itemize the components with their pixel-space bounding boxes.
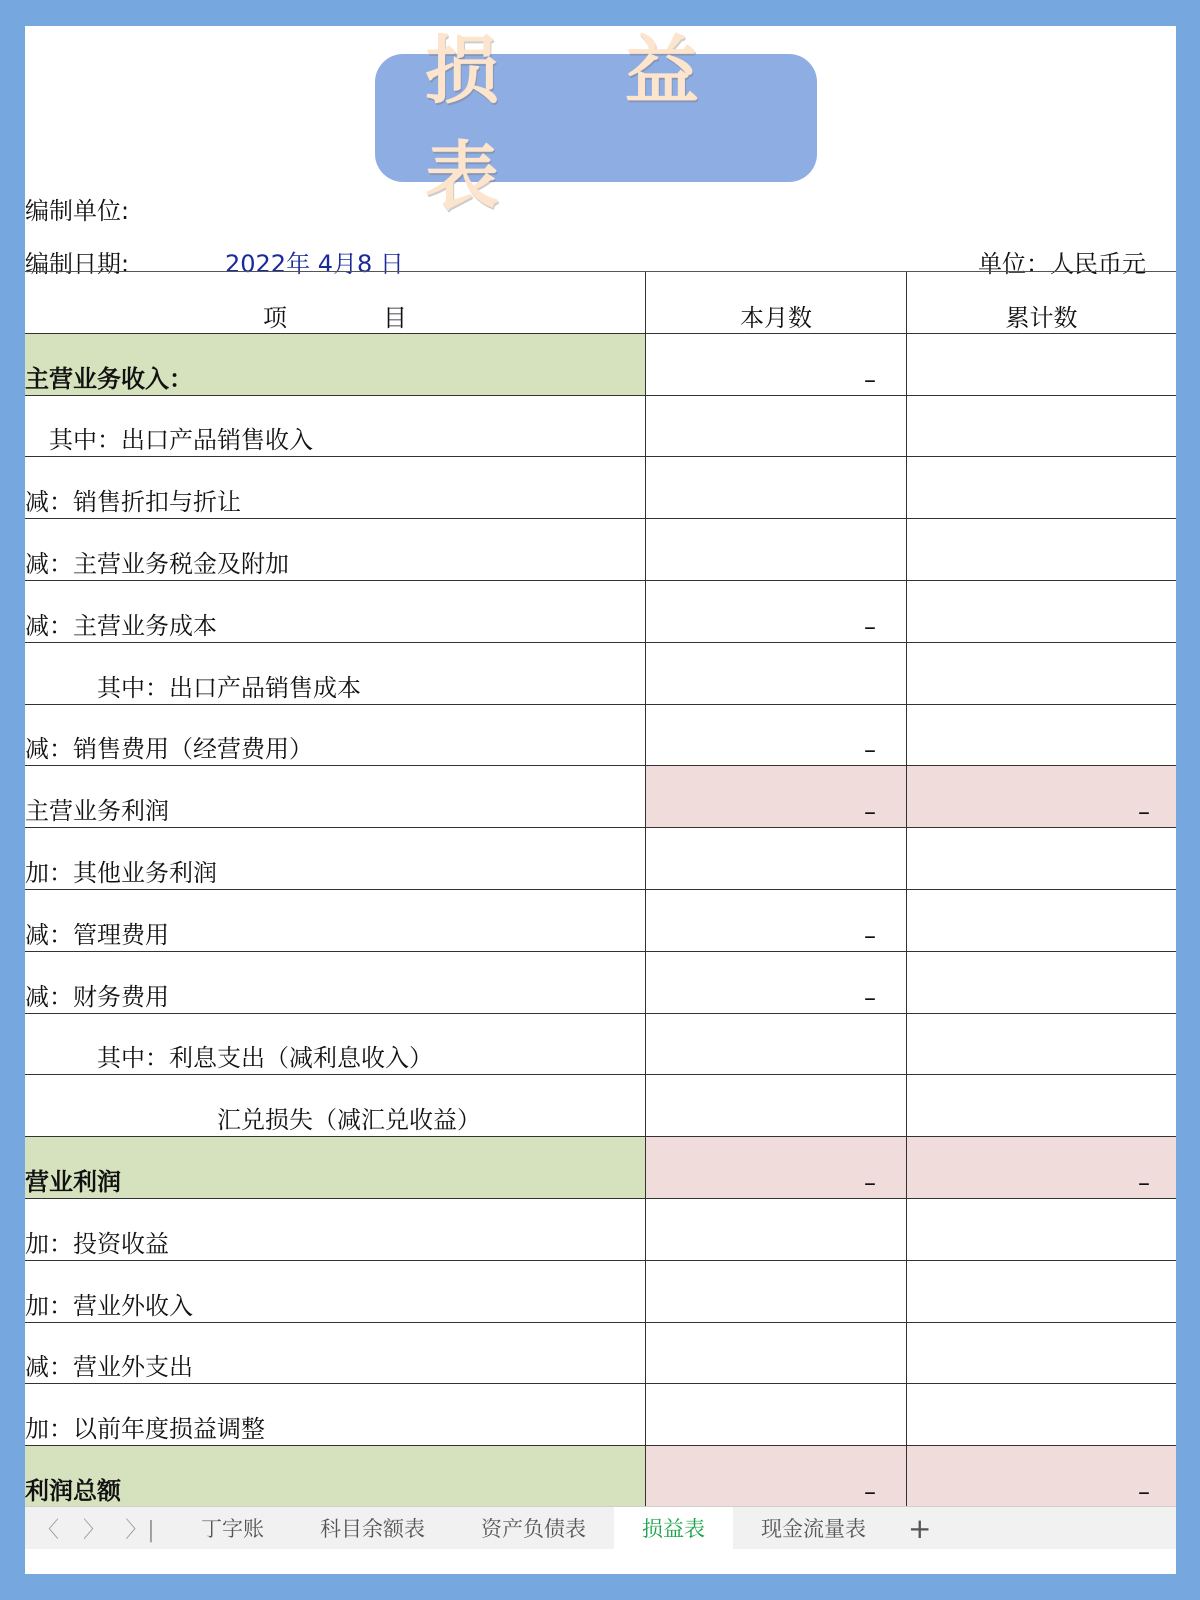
prepared-date-label: 编制日期: (25, 250, 130, 278)
row-cumulative-value[interactable] (906, 519, 1176, 580)
tab-sheet[interactable]: 损益表 (614, 1507, 733, 1549)
row-this-month-value[interactable]: – (645, 1137, 906, 1198)
row-item-label[interactable]: 加：营业外收入 (25, 1291, 193, 1320)
row-this-month-value[interactable]: – (645, 581, 906, 642)
row-item-label[interactable]: 主营业务收入： (25, 334, 645, 395)
row-cumulative-value[interactable] (906, 1261, 1176, 1322)
row-item-label[interactable]: 减：主营业务成本 (25, 611, 217, 640)
row-this-month-value[interactable] (645, 1261, 906, 1322)
table-row (25, 1446, 1176, 1508)
row-cumulative-value[interactable] (906, 581, 1176, 642)
table-row (25, 828, 1176, 890)
row-this-month-value[interactable]: – (645, 705, 906, 766)
row-item-label[interactable]: 加：投资收益 (25, 1229, 169, 1258)
header-item[interactable]: 项 目 (263, 303, 407, 332)
row-this-month-value[interactable] (645, 1323, 906, 1384)
row-cumulative-value[interactable] (906, 396, 1176, 457)
next-sheet-icon[interactable]: 〉 (82, 1517, 105, 1543)
title-banner (375, 28, 817, 220)
header-this-month[interactable]: 本月数 (645, 272, 906, 333)
currency-unit-label: 单位：人民币元 (978, 250, 1146, 278)
table-row (25, 334, 1176, 396)
row-cumulative-value[interactable] (906, 890, 1176, 951)
row-this-month-value[interactable] (645, 643, 906, 704)
prepared-by-label: 编制单位: (25, 197, 130, 225)
table-row (25, 1261, 1176, 1323)
table-row (25, 1137, 1176, 1199)
row-cumulative-value[interactable] (906, 1384, 1176, 1445)
row-item-label[interactable]: 加：其他业务利润 (25, 858, 217, 887)
row-cumulative-value[interactable] (906, 1199, 1176, 1260)
row-item-label[interactable]: 减：营业外支出 (25, 1353, 193, 1382)
row-item-label[interactable]: 利润总额 (25, 1446, 645, 1507)
row-this-month-value[interactable] (645, 1199, 906, 1260)
row-this-month-value[interactable] (645, 1075, 906, 1136)
row-cumulative-value[interactable] (906, 1075, 1176, 1136)
row-cumulative-value[interactable]: – (906, 1137, 1176, 1198)
add-sheet-icon[interactable]: + (908, 1511, 932, 1545)
tab-sheet[interactable]: 丁字账 (201, 1517, 264, 1541)
row-item-label[interactable]: 减：销售折扣与折让 (25, 488, 241, 517)
row-item-label[interactable]: 加：以前年度损益调整 (25, 1415, 265, 1444)
table-row (25, 457, 1176, 519)
table-row (25, 1075, 1176, 1137)
row-cumulative-value[interactable] (906, 457, 1176, 518)
table-row (25, 766, 1176, 828)
row-item-label[interactable]: 其中：利息支出（减利息收入） (25, 1044, 433, 1073)
row-this-month-value[interactable]: – (645, 766, 906, 827)
row-cumulative-value[interactable]: – (906, 1446, 1176, 1507)
row-cumulative-value[interactable] (906, 705, 1176, 766)
row-cumulative-value[interactable] (906, 1014, 1176, 1075)
page-title: 损 益 表 (425, 28, 749, 220)
header-cumulative[interactable]: 累计数 (906, 272, 1176, 333)
row-this-month-value[interactable]: – (645, 1446, 906, 1507)
row-item-label[interactable]: 减：管理费用 (25, 920, 169, 949)
row-this-month-value[interactable] (645, 396, 906, 457)
row-item-label[interactable]: 其中：出口产品销售收入 (25, 426, 313, 455)
table-row (25, 890, 1176, 952)
table-row (25, 1014, 1176, 1076)
prev-sheet-icon[interactable]: 〈 (36, 1517, 59, 1543)
table-row (25, 1384, 1176, 1446)
table-row (25, 705, 1176, 767)
row-item-label[interactable]: 减：销售费用（经营费用） (25, 735, 313, 764)
row-item-label[interactable]: 营业利润 (25, 1137, 645, 1198)
table-row (25, 1199, 1176, 1261)
row-cumulative-value[interactable]: – (906, 766, 1176, 827)
row-cumulative-value[interactable] (906, 643, 1176, 704)
row-this-month-value[interactable] (645, 457, 906, 518)
row-item-label[interactable]: 主营业务利润 (25, 797, 169, 826)
table-row (25, 581, 1176, 643)
table-body (25, 334, 1176, 1508)
table-row (25, 1323, 1176, 1385)
table-row (25, 519, 1176, 581)
row-this-month-value[interactable] (645, 828, 906, 889)
table-row (25, 396, 1176, 458)
row-item-label[interactable]: 其中：出口产品销售成本 (25, 673, 361, 702)
row-this-month-value[interactable] (645, 1014, 906, 1075)
sheet-tabs (173, 1507, 894, 1549)
table-header-row (25, 272, 1176, 334)
row-cumulative-value[interactable] (906, 828, 1176, 889)
table-row (25, 643, 1176, 705)
spreadsheet-sheet (25, 26, 1176, 1574)
row-cumulative-value[interactable] (906, 334, 1176, 395)
table-row (25, 952, 1176, 1014)
row-this-month-value[interactable] (645, 1384, 906, 1445)
row-this-month-value[interactable]: – (645, 890, 906, 951)
tab-sheet[interactable]: 现金流量表 (761, 1517, 866, 1541)
tab-sheet[interactable]: 资产负债表 (481, 1517, 586, 1541)
row-this-month-value[interactable] (645, 519, 906, 580)
row-cumulative-value[interactable] (906, 1323, 1176, 1384)
row-item-label[interactable]: 减：财务费用 (25, 982, 169, 1011)
row-cumulative-value[interactable] (906, 952, 1176, 1013)
row-item-label[interactable]: 减：主营业务税金及附加 (25, 549, 289, 578)
row-this-month-value[interactable]: – (645, 952, 906, 1013)
last-sheet-icon[interactable]: 〉| (125, 1517, 155, 1543)
income-statement-table (25, 271, 1176, 1508)
row-item-label[interactable]: 汇兑损失（减汇兑收益） (25, 1106, 481, 1135)
row-this-month-value[interactable]: – (645, 334, 906, 395)
tab-sheet[interactable]: 科目余额表 (320, 1517, 425, 1541)
prepared-date-value[interactable]: 2022年 4月8 日 (225, 250, 404, 278)
sheet-tab-bar (25, 1506, 1176, 1549)
